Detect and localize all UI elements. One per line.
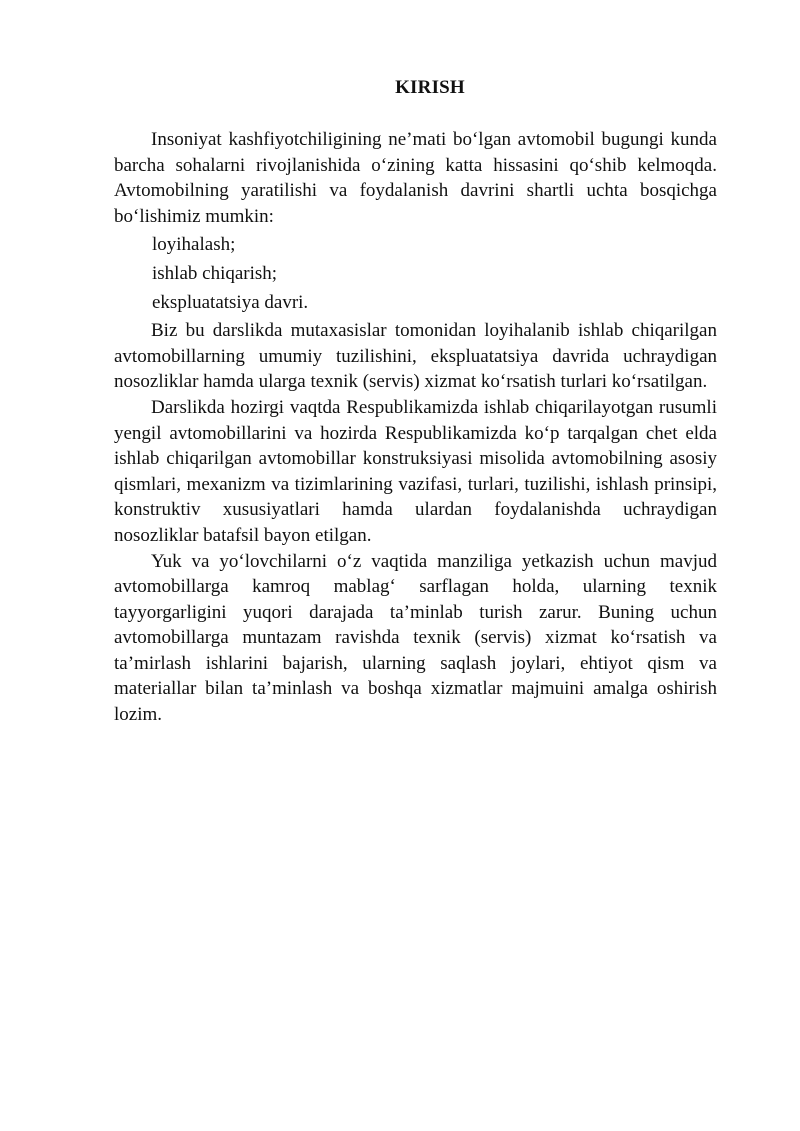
list-item-text: loyihalash; [152, 234, 236, 256]
stages-list [114, 232, 717, 315]
list-item-text: ishlab chiqarish; [152, 262, 278, 284]
list-item [114, 232, 717, 258]
list-item [114, 290, 717, 316]
list-item-text: ekspluatatsiya davri. [152, 291, 309, 313]
document-body [114, 127, 717, 728]
paragraph-intro: Insoniyat kashfiyotchiligining ne’mati bo‘lgan avtomobil bugungi kunda barcha sohalarni rivojlanishida o‘zining katta hissasini qo‘shib kelmoqda. Avtomobilning yaratilishi va foydalanish davrini shartli uchta bosqichga bo‘lishimiz mumkin: [114, 129, 717, 227]
paragraph-maintenance: Yuk va yo‘lovchilarni o‘z vaqtida manziliga yetkazish uchun mavjud avtomobillarga kamroq mablag‘ sarflagan holda, ularning texnik tayyorgarligini yuqori darajada ta’minlab turish zarur. Buning uchun avtomobillarga muntazam ravishda texnik (servis) xizmat ko‘rsatish va ta’mirlash ishlarini bajarish, ularning saqlash joylari, ehtiyot qism va materiallar bilan ta’minlash va boshqa xizmatlar majmuini amalga oshirish lozim. [114, 550, 717, 726]
paragraph-textbook-content: Darslikda hozirgi vaqtda Respublikamizda ishlab chiqarilayotgan rusumli yengil avtomobillarini va hozirda Respublikamizda ko‘p tarqalgan chet elda ishlab chiqarilgan avtomobillar konstruksiyasi misolida avtomobilning asosiy qismlari, mexanizm va tizimlarining vazifasi, turlari, tuzilishi, ishlash prinsipi, konstruktiv xususiyatlari hamda ulardan foydalanishda uchraydigan nosozliklar batafsil bayon etilgan. [114, 396, 717, 546]
page-title: KIRISH [395, 77, 465, 98]
paragraph-textbook-scope: Biz bu darslikda mutaxasislar tomonidan loyihalanib ishlab chiqarilgan avtomobillarning umumiy tuzilishini, ekspluatatsiya davrida uchraydigan nosozliklar hamda ularga texnik (servis) xizmat ko‘rsatish turlari ko‘rsatilgan. [114, 320, 717, 393]
list-item [114, 261, 717, 287]
